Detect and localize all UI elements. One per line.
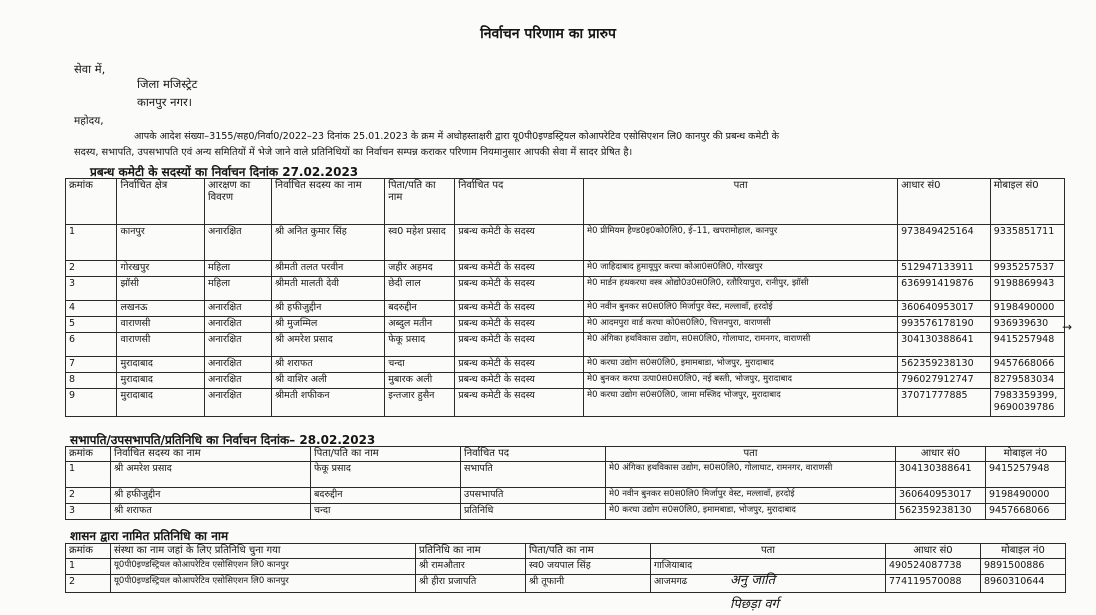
office-row-cell: प्रतिनिधि: [461, 504, 606, 520]
office-row-cell: सभापति: [461, 462, 606, 488]
committee-row-cell: मुरादाबाद: [117, 373, 205, 389]
col-address: पता: [651, 544, 886, 559]
office-row-cell: 304130388641: [896, 462, 986, 488]
committee-row: [66, 373, 1065, 389]
committee-row-cell: 8279583034: [990, 373, 1064, 389]
nominated-row-cell: गाजियाबाद: [651, 559, 886, 575]
committee-row-cell: मुरादाबाद: [117, 389, 205, 417]
committee-row-cell: अब्दुल मतीन: [385, 317, 455, 333]
committee-row-cell: श्री मुजम्मिल: [271, 317, 384, 333]
committee-row-cell: मे0 करघा उद्योग स0स0लि0, इमामबाडा, भोजपुर, मुरादाबाद: [584, 357, 898, 373]
nominated-row-cell: यू0पी0इण्डस्ट्रियल कोआपरेटिव एसोसिएशन लि0 कानपुर: [111, 575, 416, 593]
office-row: [66, 488, 1066, 504]
col-serial: क्रमांक: [66, 447, 111, 462]
committee-row-cell: वाराणसी: [117, 317, 205, 333]
committee-row: [66, 261, 1065, 277]
greeting: महोदय,: [74, 115, 104, 127]
committee-row-cell: श्री अमरेश प्रसाद: [271, 333, 384, 357]
committee-row-cell: अनारक्षित: [205, 357, 272, 373]
nominated-row-cell: 8960310644: [981, 575, 1066, 593]
committee-row-cell: मुरादाबाद: [117, 357, 205, 373]
committee-row-cell: श्री शराफत: [271, 357, 384, 373]
office-row-cell: चन्दा: [311, 504, 461, 520]
committee-row-cell: 9198869943: [990, 277, 1064, 301]
committee-row-cell: अनारक्षित: [205, 301, 272, 317]
committee-row-cell: झॉसी: [117, 277, 205, 301]
office-row-cell: 562359238130: [896, 504, 986, 520]
office-header-row: [66, 447, 1066, 462]
col-address: पता: [584, 179, 898, 225]
committee-row-cell: 4: [66, 301, 117, 317]
col-father-name: पिता/पति का नाम: [385, 179, 455, 225]
committee-row-cell: अनारक्षित: [205, 389, 272, 417]
committee-row-cell: महिला: [205, 261, 272, 277]
committee-row-cell: स्व0 महेश प्रसाद: [385, 225, 455, 261]
nominated-row-cell: 1: [66, 559, 111, 575]
nominated-row-cell: आजमगढ: [651, 575, 886, 593]
committee-row-cell: 9198490000: [990, 301, 1064, 317]
committee-row-cell: श्री हफीजुद्दीन: [271, 301, 384, 317]
committee-row-cell: प्रबन्ध कमेटी के सदस्य: [455, 277, 584, 301]
salutation: सेवा में,: [74, 62, 106, 76]
committee-row-cell: श्री वाशिर अली: [271, 373, 384, 389]
committee-row-cell: 9335851711: [990, 225, 1064, 261]
office-row-cell: 9415257948: [986, 462, 1066, 488]
committee-row-cell: मे0 बुनकर करघा उत्पा0स0स0लि0, नई बस्ती, भोजपुर, मुरादाबाद: [584, 373, 898, 389]
committee-row-cell: 562359238130: [898, 357, 991, 373]
committee-row: [66, 357, 1065, 373]
committee-row-cell: छेदी लाल: [385, 277, 455, 301]
nominated-table: [65, 543, 1066, 593]
committee-row-cell: प्रबन्ध कमेटी के सदस्य: [455, 317, 584, 333]
committee-row-cell: 636991419876: [898, 277, 991, 301]
body-line-2: सदस्य, सभापति, उपसभापति एवं अन्य समितियों में भेजे जाने वाले प्रतिनिधियों का निर्वाचन सम्पन्न कराकर परिणाम नियमानुसार आपकी सेवा में सादर प्रेषित है।: [74, 147, 633, 158]
committee-row-cell: श्रीमती शफीकन: [271, 389, 384, 417]
office-row-cell: मे0 अंगिका हथविकास उद्योग, स0स0लि0, गोलाघाट, रामनगर, वाराणसी: [606, 462, 896, 488]
committee-row-cell: 360640953017: [898, 301, 991, 317]
section2-heading: सभापति/उपसभापति/प्रतिनिधि का निर्वाचन दिनांक– 28.02.2023: [70, 433, 376, 447]
col-post: निर्वाचित पद: [455, 179, 584, 225]
office-row-cell: 9198490000: [986, 488, 1066, 504]
nominated-row-cell: श्री रामऔतार: [416, 559, 526, 575]
committee-row-cell: प्रबन्ध कमेटी के सदस्य: [455, 389, 584, 417]
committee-row-cell: 973849425164: [898, 225, 991, 261]
body-line-1: आपके आदेश संख्या–3155/सह0/निर्वा0/2022–23 दिनांक 25.01.2023 के क्रम में अधोहस्ताक्षरी द्वारा यू0पी0इण्डस्ट्रियल कोआपरेटिव एसोसिएशन लि0 कानपुर की प्रबन्ध कमेटी के: [134, 131, 780, 142]
office-bearers-table: [65, 446, 1066, 520]
col-mobile: मोबाइल नं0: [986, 447, 1066, 462]
col-father-name: पिता/पति का नाम: [526, 544, 651, 559]
committee-row-cell: 1: [66, 225, 117, 261]
committee-row-cell: 9457668066: [990, 357, 1064, 373]
committee-row-cell: 796027912747: [898, 373, 991, 389]
committee-row: [66, 301, 1065, 317]
committee-row-cell: वाराणसी: [117, 333, 205, 357]
document-title: निर्वाचन परिणाम का प्रारुप: [480, 26, 616, 42]
committee-row-cell: कानपुर: [117, 225, 205, 261]
committee-row-cell: अनारक्षित: [205, 317, 272, 333]
committee-row-cell: श्रीमती तलत परवीन: [271, 261, 384, 277]
committee-table: [65, 178, 1065, 417]
committee-row-cell: प्रबन्ध कमेटी के सदस्य: [455, 333, 584, 357]
committee-row-cell: 993576178190: [898, 317, 991, 333]
office-row: [66, 462, 1066, 488]
addressee-line-1: जिला मजिस्ट्रेट: [137, 77, 198, 91]
committee-row-cell: अनारक्षित: [205, 225, 272, 261]
committee-row-cell: श्री अनित कुमार सिंह: [271, 225, 384, 261]
committee-row-cell: मुबारक अली: [385, 373, 455, 389]
committee-row-cell: इन्तजार हुसैन: [385, 389, 455, 417]
office-row-cell: फेकू प्रसाद: [311, 462, 461, 488]
col-address: पता: [606, 447, 896, 462]
committee-row-cell: 8: [66, 373, 117, 389]
committee-row-cell: 512947133911: [898, 261, 991, 277]
nominated-row: [66, 575, 1066, 593]
office-row-cell: मे0 करघा उद्योग स0स0लि0, इमामबाडा, भोजपुर, मुरादाबाद: [606, 504, 896, 520]
office-row-cell: उपसभापति: [461, 488, 606, 504]
handwritten-note-2: पिछड़ा वर्ग: [730, 597, 779, 612]
col-post: निर्वाचित पद: [461, 447, 606, 462]
nominated-row-cell: 2: [66, 575, 111, 593]
office-row-cell: 2: [66, 488, 111, 504]
nominated-row-cell: यू0पी0इण्डस्ट्रियल कोआपरेटिव एसोसिएशन लि0 कानपुर: [111, 559, 416, 575]
committee-row-cell: मे0 प्रीमियम हैण्ड0इ0को0लि0, ई–11, खपरामोहाल, कानपुर: [584, 225, 898, 261]
committee-row-cell: प्रबन्ध कमेटी के सदस्य: [455, 373, 584, 389]
office-row-cell: श्री हफीजुद्दीन: [111, 488, 311, 504]
committee-row-cell: 6: [66, 333, 117, 357]
nominated-header-row: [66, 544, 1066, 559]
col-institution: संस्था का नाम जहां के लिए प्रतिनिधि चुना गया: [111, 544, 416, 559]
col-serial: क्रमांक: [66, 179, 117, 225]
col-father-name: पिता/पति का नाम: [311, 447, 461, 462]
office-row-cell: बदरुद्दीन: [311, 488, 461, 504]
col-mobile: मोबाइल नं0: [981, 544, 1066, 559]
committee-row-cell: अनारक्षित: [205, 333, 272, 357]
handwritten-note-1: अनु जाति: [730, 573, 776, 588]
office-row-cell: 3: [66, 504, 111, 520]
col-serial: क्रमांक: [66, 544, 111, 559]
office-row-cell: 1: [66, 462, 111, 488]
nominated-row: [66, 559, 1066, 575]
committee-row-cell: चन्दा: [385, 357, 455, 373]
nominated-row-cell: 774119570088: [886, 575, 981, 593]
committee-row-cell: मे0 अंगिका हथविकास उद्योग, स0स0लि0, गोलाघाट, रामनगर, वाराणसी: [584, 333, 898, 357]
committee-row-cell: महिला: [205, 277, 272, 301]
col-constituency: निर्वाचित क्षेत्र: [117, 179, 205, 225]
office-row-cell: 9457668066: [986, 504, 1066, 520]
committee-row: [66, 317, 1065, 333]
nominated-row-cell: स्व0 जयपाल सिंह: [526, 559, 651, 575]
col-mobile: मोबाइल सं0: [990, 179, 1064, 225]
committee-row-cell: मे0 आदमपुरा वार्ड करघा को0स0लि0, चित्तनपुरा, वाराणसी: [584, 317, 898, 333]
committee-row-cell: 9935257537: [990, 261, 1064, 277]
committee-row-cell: 2: [66, 261, 117, 277]
committee-row-cell: 304130388641: [898, 333, 991, 357]
committee-row-cell: अनारक्षित: [205, 373, 272, 389]
committee-row: [66, 277, 1065, 301]
committee-row-cell: 3: [66, 277, 117, 301]
addressee-line-2: कानपुर नगर।: [137, 95, 193, 109]
committee-row-cell: 936939630: [990, 317, 1064, 333]
office-row-cell: श्री शराफत: [111, 504, 311, 520]
col-representative: प्रतिनिधि का नाम: [416, 544, 526, 559]
committee-row-cell: प्रबन्ध कमेटी के सदस्य: [455, 261, 584, 277]
committee-row: [66, 225, 1065, 261]
committee-row-cell: मे0 जाहिदाबाद हुमायूपुर करघा कोआ0स0लि0, गोरखपुर: [584, 261, 898, 277]
committee-row-cell: 9: [66, 389, 117, 417]
col-aadhaar: आधार सं0: [886, 544, 981, 559]
committee-row-cell: जहीर अहमद: [385, 261, 455, 277]
office-row-cell: मे0 नवीन बुनकर स0स0लि0 मिर्जापुर वेस्ट, मल्लावॉं, हरदोई: [606, 488, 896, 504]
committee-row-cell: 37071777885: [898, 389, 991, 417]
committee-row: [66, 389, 1065, 417]
committee-row-cell: गोरखपुर: [117, 261, 205, 277]
committee-row-cell: 9415257948: [990, 333, 1064, 357]
section1-heading: प्रबन्ध कमेटी के सदस्यों का निर्वाचन दिनांक 27.02.2023: [90, 165, 359, 179]
committee-row-cell: श्रीमती मालती देवी: [271, 277, 384, 301]
committee-row-cell: 7: [66, 357, 117, 373]
office-row-cell: श्री अमरेश प्रसाद: [111, 462, 311, 488]
col-reservation: आरक्षण का विवरण: [205, 179, 272, 225]
section3-heading: शासन द्वारा नामित प्रतिनिधि का नाम: [70, 529, 229, 543]
arrow-mark-icon: →: [1062, 320, 1073, 334]
committee-row-cell: बदरुद्दीन: [385, 301, 455, 317]
nominated-row-cell: 9891500886: [981, 559, 1066, 575]
col-aadhaar: आधार सं0: [898, 179, 991, 225]
committee-row-cell: मे0 नवीन बुनकर स0स0लि0 मिर्जापुर वेस्ट, मल्लावॉं, हरदोई: [584, 301, 898, 317]
committee-row-cell: लखनऊ: [117, 301, 205, 317]
committee-row-cell: मे0 मार्डन हथकरघा वस्त्र ओद्यो0उ0स0लि0, रतौरियापुरा, रानीपुर, झॉसी: [584, 277, 898, 301]
committee-row-cell: मे0 करघा उद्योग स0स0लि0, जामा मस्जिद भोजपुर, मुरादाबाद: [584, 389, 898, 417]
office-row: [66, 504, 1066, 520]
committee-row-cell: फेकू प्रसाद: [385, 333, 455, 357]
committee-row-cell: प्रबन्ध कमेटी के सदस्य: [455, 225, 584, 261]
committee-row-cell: प्रबन्ध कमेटी के सदस्य: [455, 357, 584, 373]
col-member-name: निर्वाचित सदस्य का नाम: [271, 179, 384, 225]
nominated-row-cell: श्री तूफानी: [526, 575, 651, 593]
committee-header-row: [66, 179, 1065, 225]
col-aadhaar: आधार सं0: [896, 447, 986, 462]
committee-row-cell: 7983359399, 9690039786: [990, 389, 1064, 417]
office-row-cell: 360640953017: [896, 488, 986, 504]
nominated-row-cell: 490524087738: [886, 559, 981, 575]
committee-row: [66, 333, 1065, 357]
committee-row-cell: प्रबन्ध कमेटी के सदस्य: [455, 301, 584, 317]
committee-row-cell: 5: [66, 317, 117, 333]
col-member-name: निर्वाचित सदस्य का नाम: [111, 447, 311, 462]
nominated-row-cell: श्री हीरा प्रजापति: [416, 575, 526, 593]
